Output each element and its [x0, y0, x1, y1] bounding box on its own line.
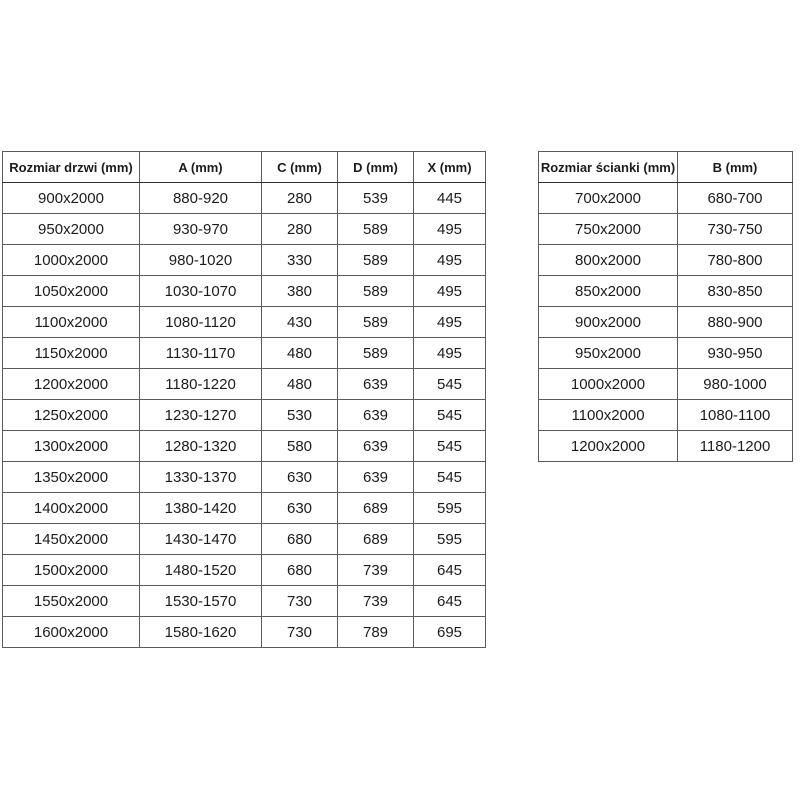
table-row: [3, 586, 486, 617]
table-cell: 689: [338, 524, 414, 555]
table-cell: 1180-1200: [678, 431, 793, 462]
table-cell: 1000x2000: [539, 369, 678, 400]
table-cell: 1180-1220: [140, 369, 262, 400]
table-cell: 730: [262, 617, 338, 648]
table-cell: 545: [414, 431, 486, 462]
table-cell: 1380-1420: [140, 493, 262, 524]
table-cell: 495: [414, 214, 486, 245]
table-cell: 1580-1620: [140, 617, 262, 648]
table-cell: 1030-1070: [140, 276, 262, 307]
table-cell: 695: [414, 617, 486, 648]
wall-table-header-row: [539, 152, 793, 183]
table-cell: 639: [338, 369, 414, 400]
table-cell: 445: [414, 183, 486, 214]
table-cell: 545: [414, 462, 486, 493]
table-cell: 1400x2000: [3, 493, 140, 524]
table-cell: 1280-1320: [140, 431, 262, 462]
table-cell: 900x2000: [3, 183, 140, 214]
table-cell: 1250x2000: [3, 400, 140, 431]
table-row: [3, 338, 486, 369]
table-cell: 1330-1370: [140, 462, 262, 493]
table-row: [539, 369, 793, 400]
table-cell: 750x2000: [539, 214, 678, 245]
table-cell: 1000x2000: [3, 245, 140, 276]
table-cell: 980-1000: [678, 369, 793, 400]
table-row: [3, 183, 486, 214]
table-cell: 589: [338, 338, 414, 369]
table-row: [539, 307, 793, 338]
table-cell: 495: [414, 307, 486, 338]
table-cell: 1550x2000: [3, 586, 140, 617]
table-cell: 639: [338, 400, 414, 431]
table-cell: 589: [338, 307, 414, 338]
table-cell: 330: [262, 245, 338, 276]
table-cell: 680-700: [678, 183, 793, 214]
table-cell: 950x2000: [3, 214, 140, 245]
table-cell: 630: [262, 462, 338, 493]
table-cell: 1600x2000: [3, 617, 140, 648]
table-cell: 530: [262, 400, 338, 431]
table-row: [3, 617, 486, 648]
table-cell: 430: [262, 307, 338, 338]
table-row: [539, 431, 793, 462]
table-cell: 830-850: [678, 276, 793, 307]
column-header: C (mm): [262, 152, 338, 183]
table-cell: 545: [414, 369, 486, 400]
table-cell: 480: [262, 338, 338, 369]
table-row: [539, 338, 793, 369]
column-header: D (mm): [338, 152, 414, 183]
table-cell: 1080-1120: [140, 307, 262, 338]
table-row: [3, 431, 486, 462]
table-row: [3, 245, 486, 276]
column-header: A (mm): [140, 152, 262, 183]
table-cell: 495: [414, 276, 486, 307]
table-cell: 480: [262, 369, 338, 400]
table-row: [3, 307, 486, 338]
table-row: [3, 369, 486, 400]
table-cell: 589: [338, 214, 414, 245]
table-row: [539, 245, 793, 276]
table-row: [539, 214, 793, 245]
table-cell: 1480-1520: [140, 555, 262, 586]
table-row: [3, 400, 486, 431]
table-cell: 900x2000: [539, 307, 678, 338]
table-cell: 589: [338, 276, 414, 307]
door-size-table: [2, 151, 486, 648]
table-cell: 930-970: [140, 214, 262, 245]
table-row: [3, 276, 486, 307]
table-cell: 639: [338, 462, 414, 493]
table-row: [539, 400, 793, 431]
table-cell: 689: [338, 493, 414, 524]
table-cell: 1450x2000: [3, 524, 140, 555]
column-header: X (mm): [414, 152, 486, 183]
table-cell: 739: [338, 586, 414, 617]
table-cell: 930-950: [678, 338, 793, 369]
table-cell: 1200x2000: [539, 431, 678, 462]
table-cell: 589: [338, 245, 414, 276]
door-table-header-row: [3, 152, 486, 183]
table-row: [3, 214, 486, 245]
table-cell: 639: [338, 431, 414, 462]
table-cell: 880-900: [678, 307, 793, 338]
table-cell: 1100x2000: [3, 307, 140, 338]
table-cell: 595: [414, 524, 486, 555]
table-cell: 580: [262, 431, 338, 462]
table-row: [539, 183, 793, 214]
table-cell: 1200x2000: [3, 369, 140, 400]
table-row: [3, 555, 486, 586]
table-cell: 950x2000: [539, 338, 678, 369]
column-header: Rozmiar drzwi (mm): [3, 152, 140, 183]
table-cell: 539: [338, 183, 414, 214]
table-cell: 880-920: [140, 183, 262, 214]
table-cell: 850x2000: [539, 276, 678, 307]
table-cell: 1050x2000: [3, 276, 140, 307]
table-cell: 495: [414, 245, 486, 276]
table-cell: 680: [262, 555, 338, 586]
table-cell: 280: [262, 183, 338, 214]
table-cell: 1300x2000: [3, 431, 140, 462]
table-cell: 700x2000: [539, 183, 678, 214]
table-cell: 780-800: [678, 245, 793, 276]
table-cell: 495: [414, 338, 486, 369]
table-cell: 730-750: [678, 214, 793, 245]
table-cell: 730: [262, 586, 338, 617]
table-cell: 630: [262, 493, 338, 524]
table-cell: 980-1020: [140, 245, 262, 276]
table-cell: 595: [414, 493, 486, 524]
table-cell: 545: [414, 400, 486, 431]
table-cell: 1430-1470: [140, 524, 262, 555]
table-cell: 680: [262, 524, 338, 555]
table-cell: 800x2000: [539, 245, 678, 276]
table-cell: 645: [414, 555, 486, 586]
table-cell: 1500x2000: [3, 555, 140, 586]
wall-size-table: [538, 151, 793, 462]
column-header: B (mm): [678, 152, 793, 183]
table-cell: 1100x2000: [539, 400, 678, 431]
table-cell: 380: [262, 276, 338, 307]
table-cell: 1150x2000: [3, 338, 140, 369]
table-cell: 645: [414, 586, 486, 617]
table-cell: 1080-1100: [678, 400, 793, 431]
table-row: [3, 493, 486, 524]
table-row: [3, 524, 486, 555]
table-cell: 1130-1170: [140, 338, 262, 369]
table-row: [539, 276, 793, 307]
table-cell: 739: [338, 555, 414, 586]
table-cell: 789: [338, 617, 414, 648]
table-cell: 1350x2000: [3, 462, 140, 493]
column-header: Rozmiar ścianki (mm): [539, 152, 678, 183]
table-cell: 1230-1270: [140, 400, 262, 431]
table-row: [3, 462, 486, 493]
table-cell: 280: [262, 214, 338, 245]
table-cell: 1530-1570: [140, 586, 262, 617]
